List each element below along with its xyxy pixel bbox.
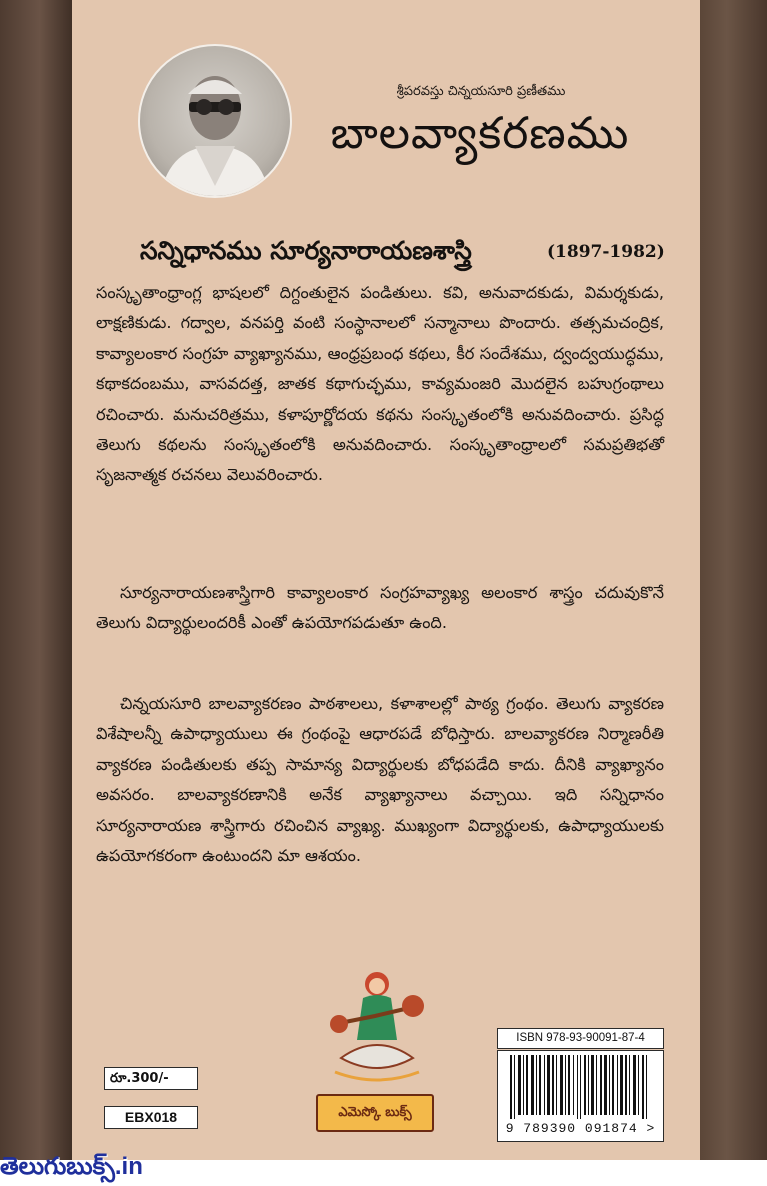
barcode-bars bbox=[510, 1055, 651, 1119]
barcode bbox=[497, 1050, 664, 1142]
barcode-number: 9 789390 091874 > bbox=[505, 1121, 656, 1136]
commentary-paragraph: సూర్యనారాయణశాస్త్రిగారి కావ్యాలంకార సంగ్రహవ్యాఖ్య అలంకార శాస్త్రం చదువుకొనే తెలుగు విద్యార్థులందరికీ ఎంతో ఉపయోగపడుతూ ఉంది. bbox=[96, 583, 664, 633]
portrait-photo bbox=[140, 46, 290, 196]
publisher-logo-plate: ఎమెస్కో బుక్స్ bbox=[316, 1094, 434, 1132]
book-description-paragraph: చిన్నయసూరి బాలవ్యాకరణం పాఠశాలలు, కళాశాలల్లో పాఠ్య గ్రంథం. తెలుగు వ్యాకరణ విశేషాలన్నీ ఉపాధ్యాయులు ఈ గ్రంథంపై ఆధారపడే బోధిస్తారు. బాలవ్యాకరణ నిర్మాణరీతి వ్యాకరణ పండితులకు తప్ప సామాన్య విద్యార్థులకు బోధపడేది కాదు. దీనికి వ్యాఖ్యానం అవసరం. బాలవ్యాకరణానికి అనేక వ్యాఖ్యానాలు వచ్చాయి. ఇది సన్నిధానం సూర్యనారాయణ శాస్త్రిగారు రచించిన వ్యాఖ్య. ముఖ్యంగా విద్యార్థులకు, ఉపాధ్యాయులకు ఉపయోగకరంగా ఉంటుందని మా ఆశయం. bbox=[96, 694, 664, 866]
author-bio-paragraph: సంస్కృతాంధ్రాంగ్ల భాషలలో దిగ్దంతులైన పండితులు. కవి, అనువాదకుడు, విమర్శకుడు, లాక్షణికుడు. గద్వాల, వనపర్తి వంటి సంస్థానాలలో సన్మానాలు పొందారు. తత్సమచంద్రిక, కావ్యాలంకార సంగ్రహ వ్యాఖ్యానము, ఆంధ్రప్రబంధ కథలు, కీర సందేశము, ద్వంద్వయుద్ధము, కథాకదంబము, వాసవదత్త, జాతక కథాగుచ్ఛము, కావ్యమంజరి మొదలైన బహుగ్రంథాలు రచించారు. మనుచరిత్రము, కళాపూర్ణోదయ కథను సంస్కృతంలోకి అనువదించారు. ప్రసిద్ధ తెలుగు కథలను సంస్కృతంలోకి అనువదించారు. సంస్కృతాంధ్రాలలో సమప్రతిభతో సృజనాత్మక రచనలు వెలువరించారు. bbox=[96, 283, 664, 485]
author-name: సన్నిధానము సూర్యనారాయణశాస్త్రి bbox=[140, 236, 472, 265]
product-code: EBX018 bbox=[104, 1106, 198, 1129]
right-spine-edge bbox=[700, 0, 767, 1160]
author-heading bbox=[110, 236, 670, 276]
price-label: రూ.300/- bbox=[104, 1067, 198, 1090]
left-spine-edge bbox=[0, 0, 72, 1160]
book-subtitle: శ్రీపరవస్తు చిన్నయసూరి ప్రణీతము bbox=[396, 84, 566, 99]
author-years: (1897-1982) bbox=[547, 242, 665, 262]
author-portrait bbox=[138, 44, 292, 198]
book-title: బాలవ్యాకరణము bbox=[330, 108, 630, 159]
isbn-label: ISBN 978-93-90091-87-4 bbox=[497, 1028, 664, 1049]
site-watermark: తెలుగుబుక్స్.in bbox=[0, 1153, 143, 1180]
saraswati-emblem-icon bbox=[305, 962, 445, 1088]
